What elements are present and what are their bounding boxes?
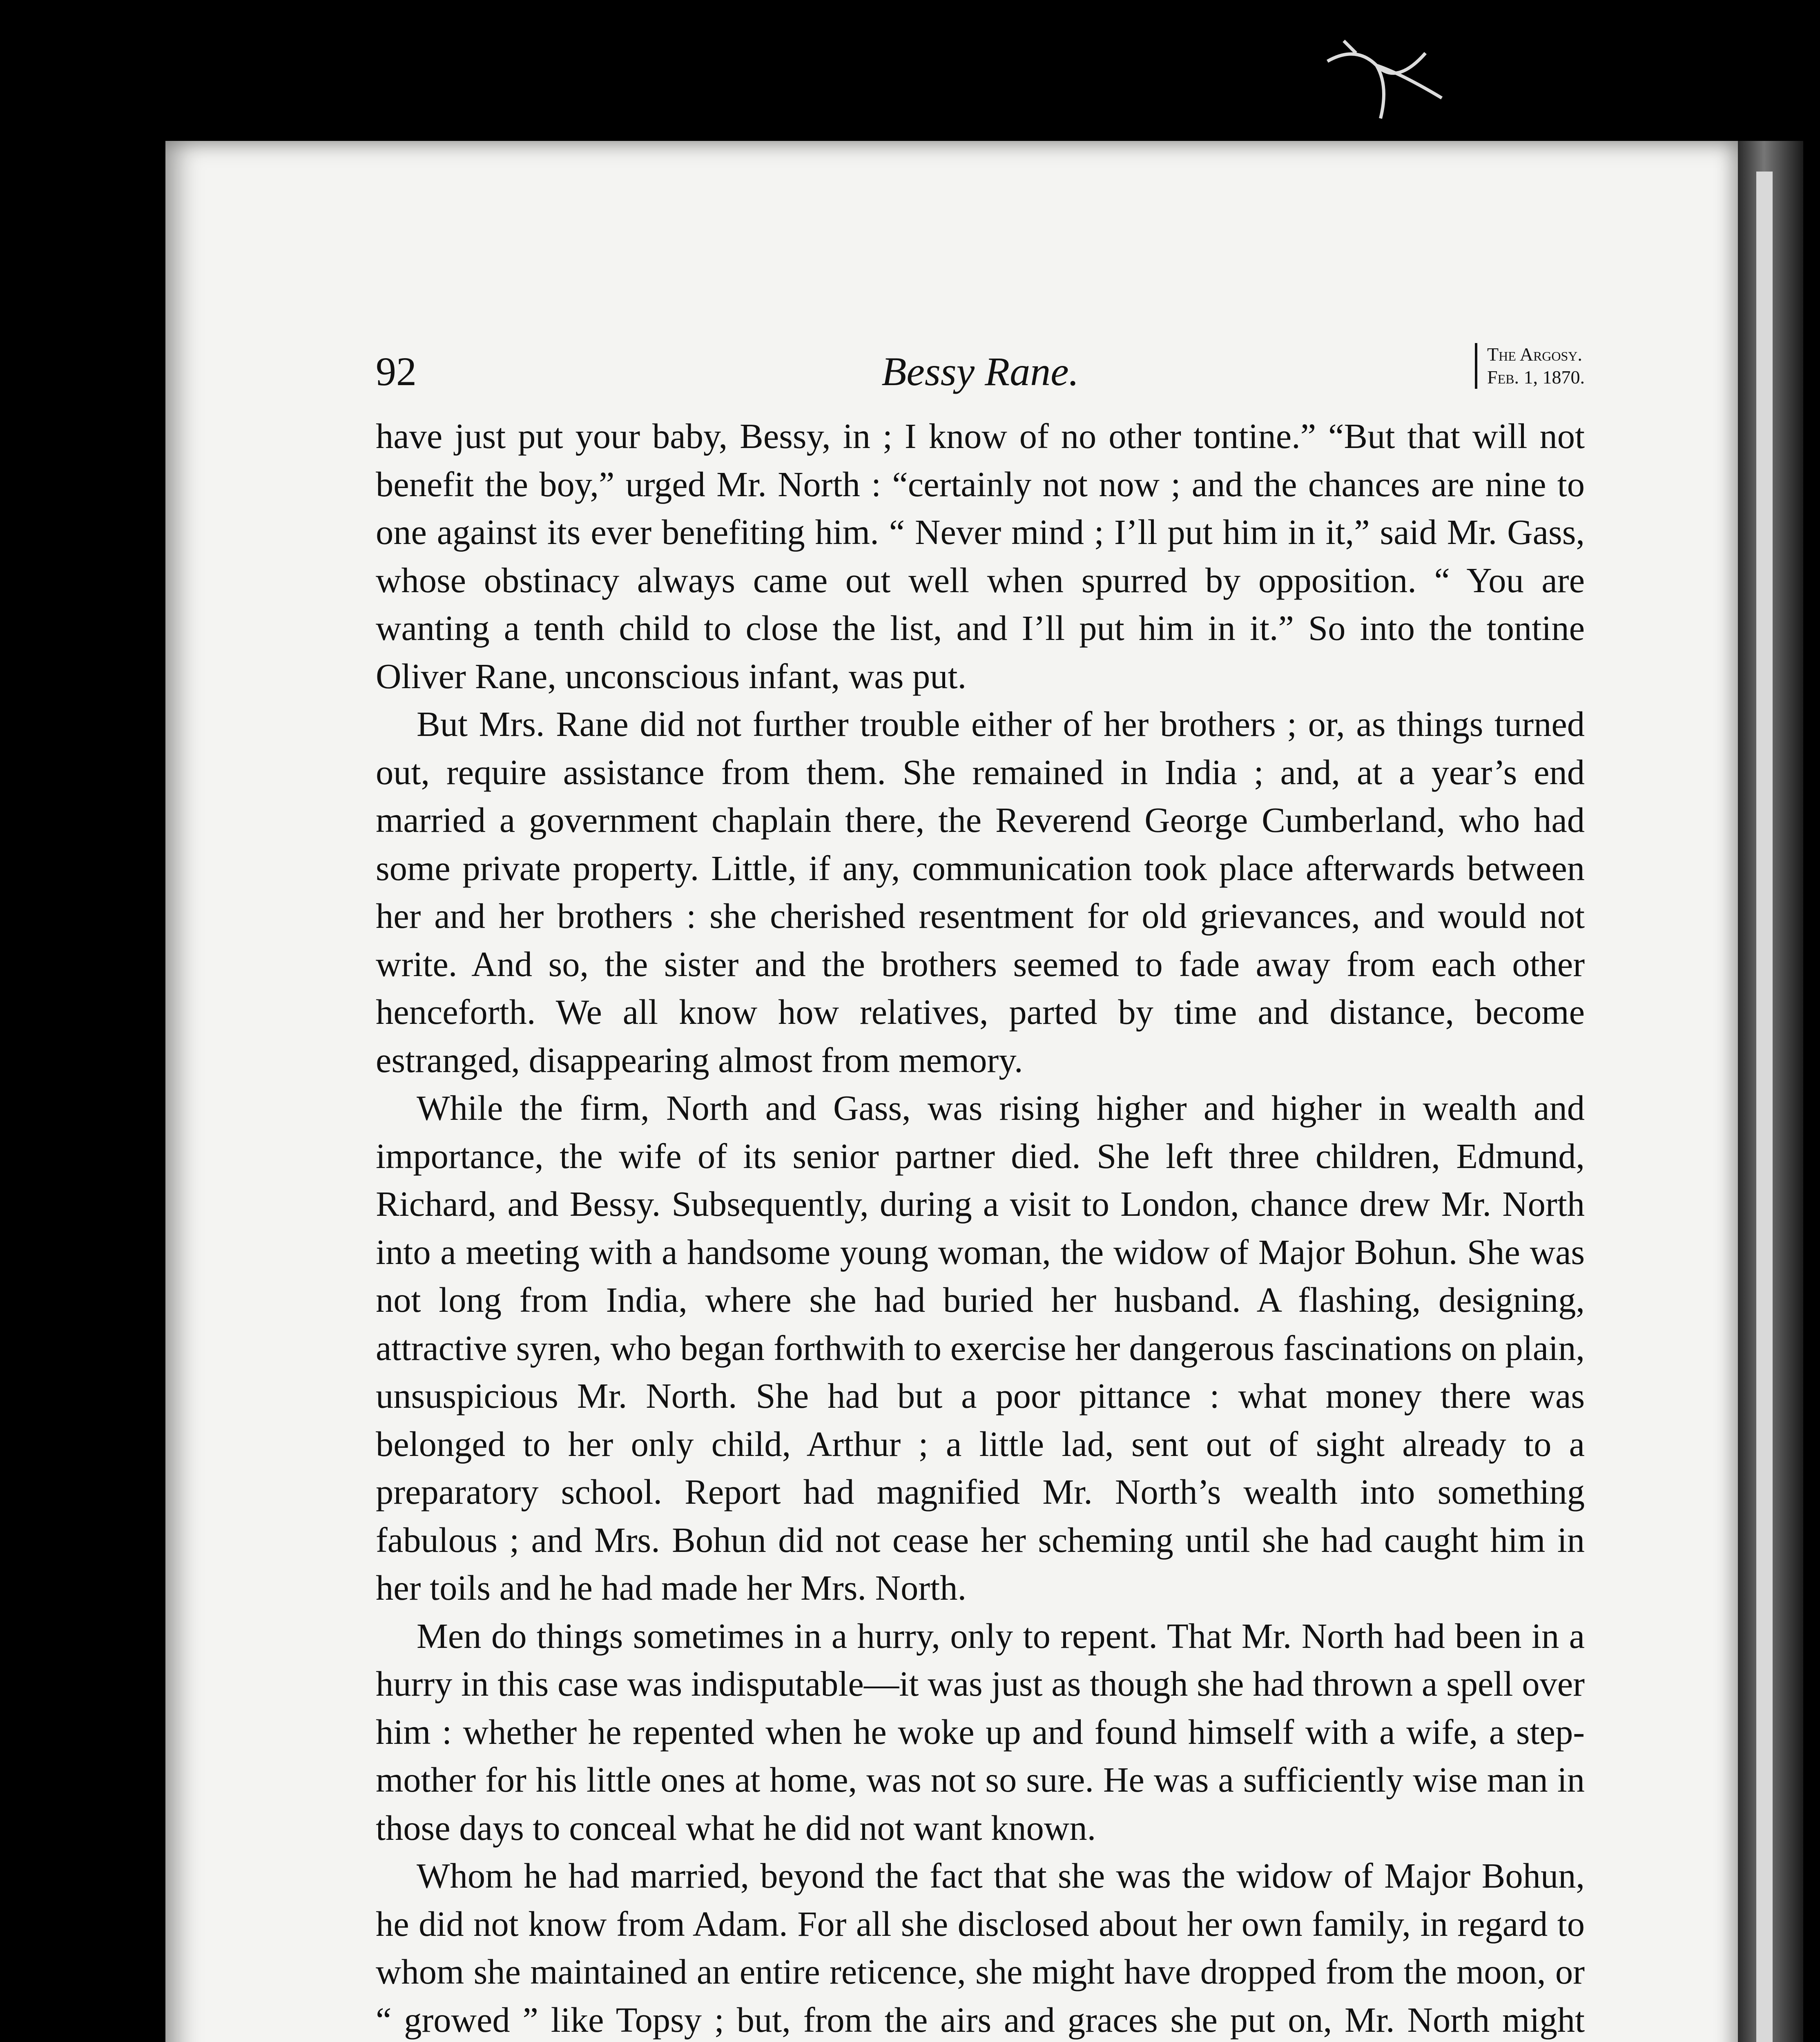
issue-date: Feb. 1, 1870. <box>1487 367 1585 388</box>
paragraph: But Mrs. Rane did not further trouble either of her brothers ; or, as things turned out, require assistance from them. She remained in India ; and, at a year’s end married a government chaplain there, the Reverend George Cumberland, who had some private property. Little, if any, communication took place afterwards between her and her brothers : she cherished resentment for old grievances, and would not write. And so, the sister and the brothers seemed to fade away from each other henceforth. We all know how relatives, parted by time and distance, become estranged, disappearing almost from memory. <box>376 704 1585 1080</box>
paragraph: have just put your baby, Bessy, in ; I know of no other tontine.” “But that will not benefit the boy,” urged Mr. North : “certainly not now ; and the chances are nine to one against its ever benefiting him. “ Never mind ; I’ll put him in it,” said Mr. Gass, whose obstinacy always came out well when spurred by opposition. “ You are wanting a tenth child to close the list, and I’ll put him in it.” So into the tontine Oliver Rane, unconscious infant, was put. <box>376 417 1585 696</box>
issue-info <box>1475 343 1585 389</box>
issue-publication: The Argosy. <box>1487 344 1582 365</box>
body-text <box>376 412 1585 2042</box>
page-number: 92 <box>376 349 417 394</box>
paragraph: Men do things sometimes in a hurry, only to repent. That Mr. North had been in a hurry in this case was indisputable—it was just as though she had thrown a spell over him : whether he repented when he woke up and found himself with a wife, a step-mother for his little ones at home, was not so sure. He was a sufficiently wise man in those days to conceal what he did not want known. <box>376 1616 1585 1848</box>
page-edge-strip <box>1756 172 1773 2042</box>
page-header <box>376 343 1585 400</box>
loose-thread-mark <box>1319 37 1450 127</box>
paragraph: While the firm, North and Gass, was rising higher and higher in wealth and importance, the wife of its senior partner died. She left three children, Edmund, Richard, and Bessy. Subsequently, during a visit to London, chance drew Mr. North into a meeting with a handsome young woman, the widow of Major Bohun. She was not long from India, where she had buried her husband. A flashing, designing, attractive syren, who began forthwith to exercise her dangerous fascinations on plain, unsuspicious Mr. North. She had but a poor pittance : what money there was belonged to her only child, Arthur ; a little lad, sent out of sight already to a preparatory school. Report had magnified Mr. North’s wealth into something fabulous ; and Mrs. Bohun did not cease her scheming until she had caught him in her toils and he had made her Mrs. North. <box>376 1088 1585 1607</box>
paragraph: Whom he had married, beyond the fact that she was the widow of Major Bohun, he did not know from Adam. For all she disclosed about her own family, in regard to whom she maintained an entire reticence, she might have dropped from the moon, or “ growed ” like Topsy ; but, from the airs and graces she put on, Mr. North might <box>376 1856 1585 2040</box>
running-title: Bessy Rane. <box>881 349 1079 394</box>
